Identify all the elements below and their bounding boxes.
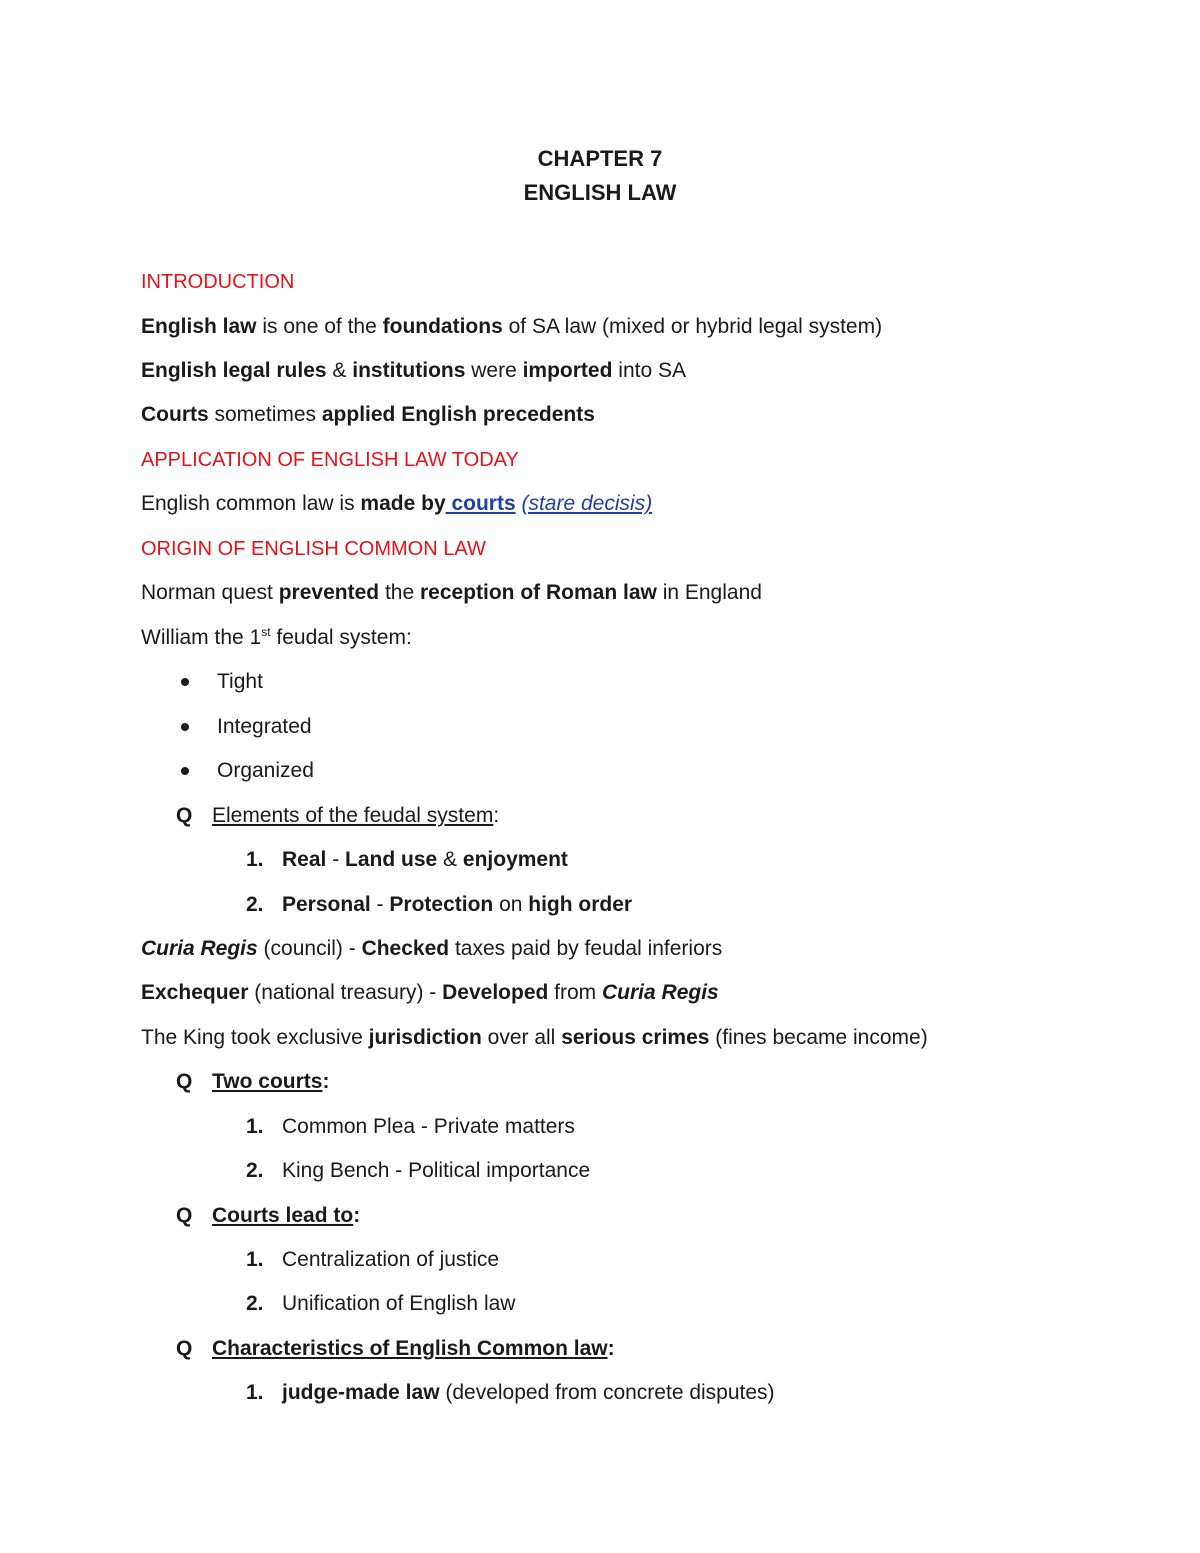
courts-link[interactable]: courts [445,492,516,515]
bullet-dot-icon [181,723,189,731]
section-heading-introduction: INTRODUCTION [141,271,295,293]
list-item: 2. King Bench - Political importance [246,1159,591,1182]
origin-line-2: William the 1st feudal system: [141,625,412,649]
origin-line-1: Norman quest prevented the reception of Roman law in England [141,581,762,604]
list-item: 2. Unification of English law [246,1292,516,1315]
application-line: English common law is made by courts (stare decisis) [141,492,653,515]
list-item: 1. judge-made law (developed from concrete disputes) [246,1381,775,1404]
curia-regis-line: Curia Regis (council) - Checked taxes paid by feudal inferiors [141,937,723,960]
king-jurisdiction-line: The King took exclusive jurisdiction over all serious crimes (fines became income) [141,1026,928,1049]
bullet-dot-icon [181,767,189,775]
list-item: 1. Centralization of justice [246,1248,500,1271]
question-two-courts: Q Two courts: [176,1070,330,1093]
list-item: 2. Personal - Protection on high order [246,893,633,916]
section-heading-application: APPLICATION OF ENGLISH LAW TODAY [141,449,519,471]
chapter-title: ENGLISH LAW [523,180,677,205]
chapter-number: CHAPTER 7 [537,146,663,171]
intro-line-3: Courts sometimes applied English precedents [141,403,595,426]
question-elements-feudal: Q Elements of the feudal system: [176,804,500,827]
exchequer-line: Exchequer (national treasury) - Developed from Curia Regis [141,981,719,1004]
bullet-dot-icon [181,678,189,686]
list-item: 1. Real - Land use & enjoyment [246,848,568,871]
list-item: 1. Common Plea - Private matters [246,1115,575,1138]
document-page: CHAPTER 7 ENGLISH LAW INTRODUCTION English law is one of the foundations of SA law (mixed or hybrid legal system) English legal rules & institutions were imported into SA Courts sometimes applied English precedents APPLICATION OF ENGLISH LAW TODAY English common law is made by courts (stare decisis) ORIGIN OF ENGLISH COMMON LAW Norman quest prevented the reception of Roman law in England William the 1st feudal system: Tight Integrated Organized Q Elements of the feudal system: 1. Real - Land use & enjoyment 2. Personal - Protection on high order Curia Regis (council) - Checked taxes paid by feudal inferiors Exchequer (national treasury) - Developed from Curia Regis The King took exclusive jurisdiction over all serious crimes (fines became income) Q Two courts: 1. Common Plea - Private matters 2. King Bench - Political importance Q Courts lead to: 1. Centralization of justice 2. Unification of English law Q Characteristics of English Common law: 1. judge-made law (developed from concrete disputes) [0,0,1200,1553]
question-characteristics: Q Characteristics of English Common law: [176,1337,615,1360]
stare-decisis-link[interactable]: (stare decisis) [521,492,653,515]
question-courts-lead-to: Q Courts lead to: [176,1204,361,1227]
section-heading-origin: ORIGIN OF ENGLISH COMMON LAW [141,538,486,560]
intro-line-1: English law is one of the foundations of SA law (mixed or hybrid legal system) [141,315,883,338]
intro-line-2: English legal rules & institutions were imported into SA [141,359,686,382]
